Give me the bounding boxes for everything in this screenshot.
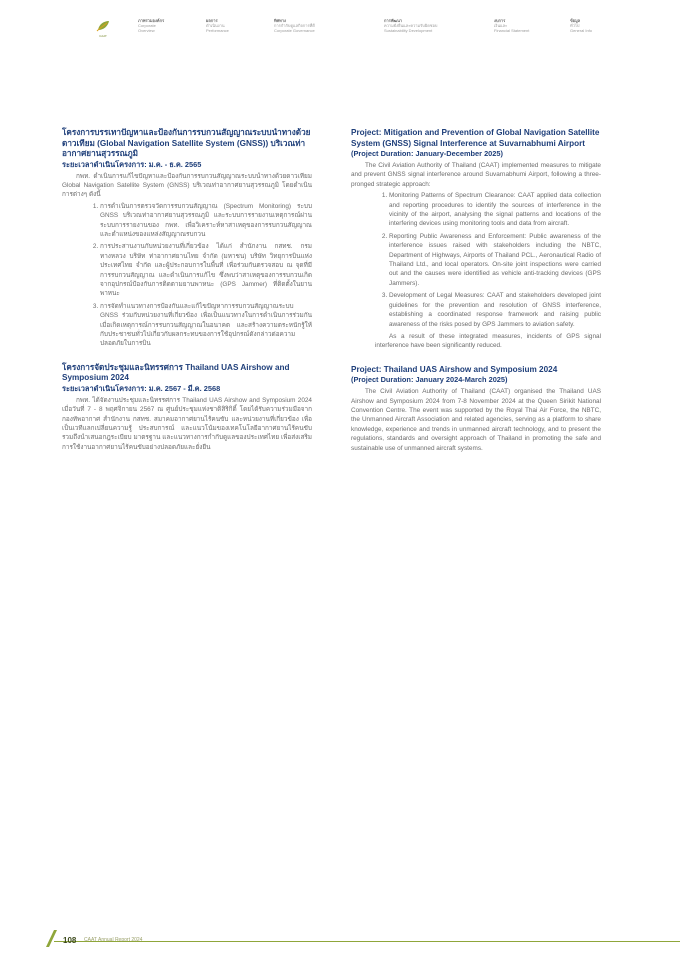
nav-sustainability[interactable] — [384, 18, 437, 33]
list-item: 3. Development of Legal Measures: CAAT and stakeholders developed joint guidelines for the prevention and resolution of GNSS interference, establishing a coordinated response framework and raising public awareness of the risks posed by GPS Jammers to aviation safety. — [389, 291, 601, 329]
section-body: The Civil Aviation Authority of Thailand (CAAT) organised the Thailand UAS Airshow and Symposium 2024 from 7-8 November 2024 at the Queen Sirikit National Convention Centre. The event was supported by the Royal Thai Air Force, the NBTC, the Unmanned Aircraft Association and related agencies, serving as a platform to share knowledge, experience and trends in unmanned aircraft technology, and to present the regulations, standards and oversight approach of Thailand in promoting the safe and sustainable use of unmanned aircraft systems. — [351, 388, 601, 452]
nav-label-1: การพัฒนา — [384, 18, 403, 23]
list-item: 2. Reporting Public Awareness and Enforcement: Public awareness of the interference issues raised with stakeholders including the NBTC, Department of Highways, Airports of Thailand PCL., Aeronautical Radio of Thailand Ltd., and local operators. On-site joint inspections were carried out and the causes were identified as vehicle anti-tracking devices (GPS Jammers). — [389, 232, 601, 288]
nav-label-2: เงินและ — [494, 23, 508, 28]
nav-label-1: งบการ — [494, 18, 506, 23]
nav-label-3: Financial Statement — [494, 28, 530, 33]
nav-performance[interactable] — [206, 18, 229, 33]
section-title: Project: Thailand UAS Airshow and Symposium 2024 — [351, 364, 558, 374]
nav-label-3: General Info — [570, 28, 593, 33]
nav-label-3: Performance — [206, 28, 229, 33]
section-intro: กพท. ดำเนินการแก้ไขปัญหาและป้องกันการรบกวนสัญญาณระบบนำทางด้วยดาวเทียม Global Navigation Satellite System (GNSS) บริเวณท่าอากาศยานสุวรรณภูมิ โดยดำเนินการต่างๆ ดังนี้ — [62, 172, 312, 199]
report-name: CAAT Annual Report 2024 — [84, 937, 143, 943]
footer-divider — [54, 941, 680, 942]
section-duration: ระยะเวลาดำเนินโครงการ: ม.ค. - ธ.ค. 2565 — [62, 159, 202, 169]
nav-label-1: ข้อมูล — [570, 18, 581, 23]
section-uas-airshow — [351, 365, 601, 453]
right-column-english — [351, 128, 601, 453]
section-title: โครงการจัดประชุมและนิทรรศการ Thailand UAS Airshow and Symposium 2024 — [62, 362, 290, 383]
logo-caption: CAAT — [99, 34, 107, 38]
section-title: โครงการบรรเทาปัญหาและป้องกันการรบกวนสัญญาณระบบนำทางด้วยดาวเทียม (Global Navigation Satellite System (GNSS)) บริเวณท่าอากาศยานสุวรรณภูมิ — [62, 128, 311, 158]
list-item: 2. การประสานงานกับหน่วยงานที่เกี่ยวข้อง ได้แก่ สำนักงาน กสทช. กรมทางหลวง บริษัท ท่าอากาศยานไทย จำกัด (มหาชน) บริษัท วิทยุการบินแห่งประเทศไทย จำกัด และผู้ประกอบการในพื้นที่ เพื่อร่วมกันตรวจสอบ ณ จุดที่มีการรบกวนสัญญาณ และดำเนินการแก้ไข ซึ่งพบว่าสาเหตุของการรบกวนเกิดจากอุปกรณ์ป้องกันการติดตามยานพาหนะ (GPS Jammer) ที่ติดตั้งในยานพาหนะ — [100, 242, 312, 298]
nav-label-3: Overview — [138, 28, 155, 33]
section-body: กพท. ได้จัดงานประชุมและนิทรรศการ Thailand UAS Airshow and Symposium 2024 เมื่อวันที่ 7 - 8 พฤศจิกายน 2567 ณ ศูนย์ประชุมแห่งชาติสิริกิติ์ โดยได้รับความร่วมมือจากกองทัพอากาศ สำนักงาน กสทช. สมาคมอากาศยานไร้คนขับ และหน่วยงานที่เกี่ยวข้อง เพื่อเป็นเวทีแลกเปลี่ยนความรู้ ประสบการณ์ และแนวโน้มของเทคโนโลยีอากาศยานไร้คนขับ รวมถึงนำเสนอกฎระเบียบ มาตรฐาน และแนวทางการกำกับดูแลของประเทศไทย เพื่อส่งเสริมการใช้งานอากาศยานไร้คนขับอย่างปลอดภัยและยั่งยืน — [62, 396, 312, 451]
nav-label-1: ทิศทาง — [274, 18, 287, 23]
section-uas-airshow — [62, 363, 312, 452]
nav-label-3: Sustainability Development — [384, 28, 433, 33]
nav-label-2: การกำกับดูแลกิจการที่ดี — [274, 23, 315, 28]
list-item: 3. การจัดทำแนวทางการป้องกันและแก้ไขปัญหาการรบกวนสัญญาณระบบ GNSS ร่วมกับหน่วยงานที่เกี่ยวข้อง เพื่อเป็นแนวทางในการดำเนินการร่วมกันเมื่อเกิดเหตุการณ์การรบกวนสัญญาณในอนาคต และสร้างความตระหนักรู้ให้กับประชาชนทั่วไปเกี่ยวกับผลกระทบของการใช้อุปกรณ์ดังกล่าวต่อความปลอดภัยในการบิน — [100, 302, 312, 349]
section-duration: (Project Duration: January 2024-March 2025) — [351, 375, 508, 385]
nav-corporate-overview[interactable] — [138, 18, 164, 33]
nav-label-2: Corporate — [138, 23, 156, 28]
section-outro: As a result of these integrated measures, incidents of GPS signal interference have been significantly reduced. — [375, 332, 601, 350]
section-title: Project: Mitigation and Prevention of Global Navigation Satellite System (GNSS) Signal Interference at Suvarnabhumi Airport — [351, 128, 600, 148]
nav-label-3: Corporate Governance — [274, 28, 315, 33]
nav-financial-statement[interactable] — [494, 18, 529, 33]
numbered-list — [351, 191, 601, 329]
caat-logo[interactable] — [94, 20, 112, 38]
leaf-logo-icon — [96, 20, 110, 32]
section-intro: The Civil Aviation Authority of Thailand (CAAT) implemented measures to mitigate and prevent GNSS signal interference around Suvarnabhumi Airport, following a three-pronged strategic approach: — [351, 162, 601, 188]
slash-mark-icon — [44, 928, 58, 948]
section-duration: (Project Duration: January-December 2025) — [351, 149, 503, 158]
nav-label-2: ดำเนินงาน — [206, 23, 225, 28]
nav-general-info[interactable] — [570, 18, 592, 33]
top-navigation — [0, 0, 680, 60]
nav-label-2: ความยั่งยืนและความรับผิดชอบ — [384, 23, 438, 28]
list-item: 1. Monitoring Patterns of Spectrum Clearance: CAAT applied data collection and reporting procedures to identify the sources of interference in the vicinity of the airport, analysing the signal patterns and locations of the interfering devices using monitoring tools and data from aircraft. — [389, 191, 601, 229]
left-column-thai — [62, 128, 312, 452]
nav-corporate-governance[interactable] — [274, 18, 315, 33]
page-footer — [0, 914, 680, 962]
nav-label-2: ทั่วไป — [570, 23, 580, 28]
nav-label-1: ผลการ — [206, 18, 218, 23]
nav-label-1: ภาพรวมองค์กร — [138, 18, 165, 23]
section-duration: ระยะเวลาดำเนินโครงการ: ม.ค. 2567 - มี.ค. 2568 — [62, 383, 221, 393]
list-item: 1. การดำเนินการตรวจวัดการรบกวนสัญญาณ (Spectrum Monitoring) ระบบ GNSS บริเวณท่าอากาศยานสุวรรณภูมิ และระบบการรายงานเหตุการณ์ผ่านระบบการรายงานของ กพท. เพื่อวิเคราะห์หาสาเหตุของการรบกวนสัญญาณและตำแหน่งของแหล่งสัญญาณรบกวน — [100, 202, 312, 240]
page-number: 108 — [63, 936, 77, 945]
numbered-list — [62, 202, 312, 349]
